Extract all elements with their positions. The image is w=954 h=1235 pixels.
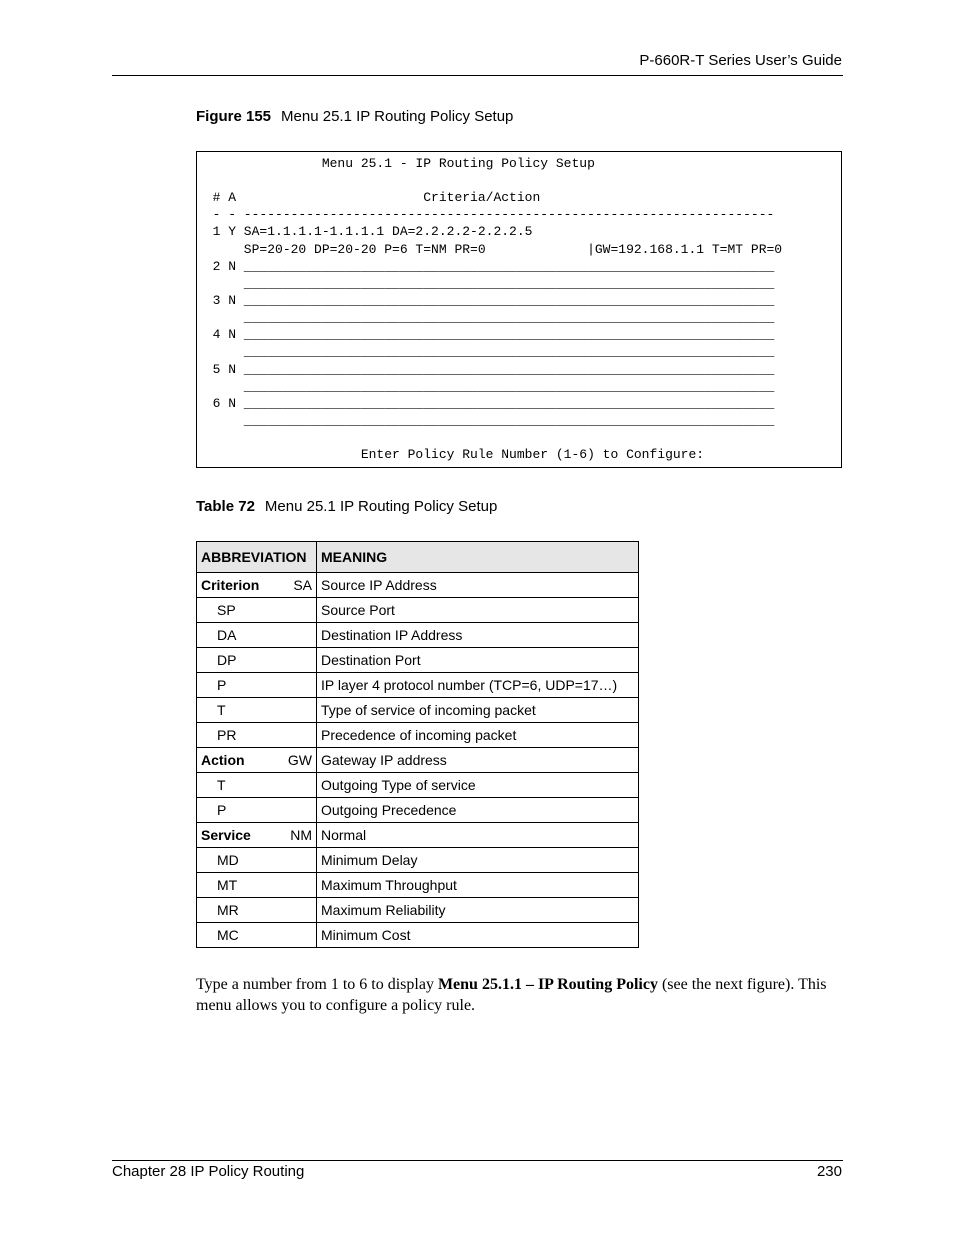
- abbreviation: GW: [287, 752, 312, 768]
- meaning-cell: IP layer 4 protocol number (TCP=6, UDP=17…): [317, 673, 639, 698]
- abbreviation: DA: [217, 627, 237, 643]
- page-header: [112, 51, 843, 76]
- abbreviation: DP: [217, 652, 237, 668]
- meaning-cell: Minimum Delay: [317, 848, 639, 873]
- abbreviation: MC: [217, 927, 239, 943]
- table-row: [197, 623, 639, 648]
- body-menu-name: Menu 25.1.1 – IP Routing Policy: [437, 976, 658, 993]
- abbreviation-cell: [197, 598, 317, 623]
- table-row: [197, 648, 639, 673]
- table-row: [197, 573, 639, 598]
- meaning-cell: Outgoing Precedence: [317, 798, 639, 823]
- abbreviation-cell: [197, 823, 317, 848]
- table-row: [197, 923, 639, 948]
- guide-title: P-660R-T Series User’s Guide: [639, 52, 842, 69]
- body-text-part2: (see the next figure). This menu allows you to configure a policy rule.: [196, 976, 827, 1014]
- meaning-cell: Outgoing Type of service: [317, 773, 639, 798]
- figure-title: Menu 25.1 IP Routing Policy Setup: [281, 108, 514, 125]
- meaning-cell: Precedence of incoming packet: [317, 723, 639, 748]
- table-row: [197, 848, 639, 873]
- meaning-cell: Maximum Throughput: [317, 873, 639, 898]
- screen-line: ____________________________________________________________________: [197, 413, 775, 428]
- table-row: [197, 698, 639, 723]
- screen-line: 3 N ____________________________________________________________________: [197, 293, 775, 308]
- table-row: [197, 723, 639, 748]
- figure-caption: [196, 108, 513, 125]
- abbreviation: NM: [290, 827, 312, 843]
- abbreviation-cell: [197, 623, 317, 648]
- abbreviation-cell: [197, 923, 317, 948]
- abbreviation-cell: [197, 748, 317, 773]
- abbreviation: MD: [217, 852, 239, 868]
- header-abbreviation: ABBREVIATION: [197, 542, 317, 573]
- meaning-cell: Type of service of incoming packet: [317, 698, 639, 723]
- abbreviation-cell: [197, 773, 317, 798]
- abbreviation-cell: [197, 798, 317, 823]
- meaning-cell: Maximum Reliability: [317, 898, 639, 923]
- table-row: [197, 773, 639, 798]
- abbreviation: SP: [217, 602, 236, 618]
- abbreviation-table: [196, 541, 639, 948]
- group-label: Criterion: [201, 577, 260, 593]
- table-row: [197, 598, 639, 623]
- abbreviation-cell: [197, 848, 317, 873]
- meaning-cell: Source IP Address: [317, 573, 639, 598]
- screen-line: # A Criteria/Action: [197, 190, 541, 205]
- abbreviation-cell: [197, 723, 317, 748]
- screen-line: ____________________________________________________________________: [197, 310, 775, 325]
- page-footer: [112, 1160, 843, 1185]
- table-title: Menu 25.1 IP Routing Policy Setup: [264, 498, 498, 515]
- table-row: [197, 798, 639, 823]
- screen-line: Enter Policy Rule Number (1-6) to Configure:: [197, 447, 705, 462]
- table-caption: [196, 498, 497, 515]
- abbreviation-cell: [197, 698, 317, 723]
- table-label: Table 72: [196, 498, 255, 515]
- table-row: [197, 748, 639, 773]
- screen-line: - - --------------------------------------------------------------------: [197, 207, 775, 222]
- body-paragraph: [196, 974, 848, 1016]
- chapter-title: Chapter 28 IP Policy Routing: [112, 1163, 305, 1180]
- screen-line: 6 N ____________________________________________________________________: [197, 396, 775, 411]
- meaning-cell: Gateway IP address: [317, 748, 639, 773]
- menu-screen: [196, 151, 842, 468]
- group-label: Service: [201, 827, 251, 843]
- abbreviation: SA: [293, 577, 312, 593]
- abbreviation-cell: [197, 898, 317, 923]
- screen-line: ____________________________________________________________________: [197, 276, 775, 291]
- meaning-cell: Normal: [317, 823, 639, 848]
- abbreviation: T: [217, 702, 226, 718]
- table-row: [197, 873, 639, 898]
- screen-line: 2 N ____________________________________________________________________: [197, 259, 775, 274]
- table-row: [197, 673, 639, 698]
- group-label: Action: [201, 752, 245, 768]
- screen-line: 5 N ____________________________________________________________________: [197, 362, 775, 377]
- screen-line: SP=20-20 DP=20-20 P=6 T=NM PR=0 |GW=192.168.1.1 T=MT PR=0: [197, 242, 783, 257]
- screen-line: 1 Y SA=1.1.1.1-1.1.1.1 DA=2.2.2.2-2.2.2.5: [197, 224, 533, 239]
- table-header-row: [197, 542, 639, 573]
- body-text-part1: Type a number from 1 to 6 to display: [196, 976, 438, 993]
- screen-line: 4 N ____________________________________________________________________: [197, 327, 775, 342]
- abbreviation-cell: [197, 573, 317, 598]
- figure-label: Figure 155: [196, 108, 272, 125]
- table-row: [197, 823, 639, 848]
- meaning-cell: Minimum Cost: [317, 923, 639, 948]
- abbreviation-cell: [197, 648, 317, 673]
- abbreviation: P: [217, 677, 227, 693]
- abbreviation: MT: [217, 877, 238, 893]
- screen-line: ____________________________________________________________________: [197, 379, 775, 394]
- meaning-cell: Destination IP Address: [317, 623, 639, 648]
- abbreviation: MR: [217, 902, 239, 918]
- abbreviation-cell: [197, 673, 317, 698]
- page-number: 230: [816, 1163, 842, 1180]
- abbreviation: P: [217, 802, 227, 818]
- header-meaning: MEANING: [317, 542, 639, 573]
- meaning-cell: Destination Port: [317, 648, 639, 673]
- meaning-cell: Source Port: [317, 598, 639, 623]
- screen-line: ____________________________________________________________________: [197, 344, 775, 359]
- abbreviation: T: [217, 777, 226, 793]
- screen-line: Menu 25.1 - IP Routing Policy Setup: [197, 156, 595, 171]
- table-row: [197, 898, 639, 923]
- abbreviation-cell: [197, 873, 317, 898]
- abbreviation: PR: [217, 727, 237, 743]
